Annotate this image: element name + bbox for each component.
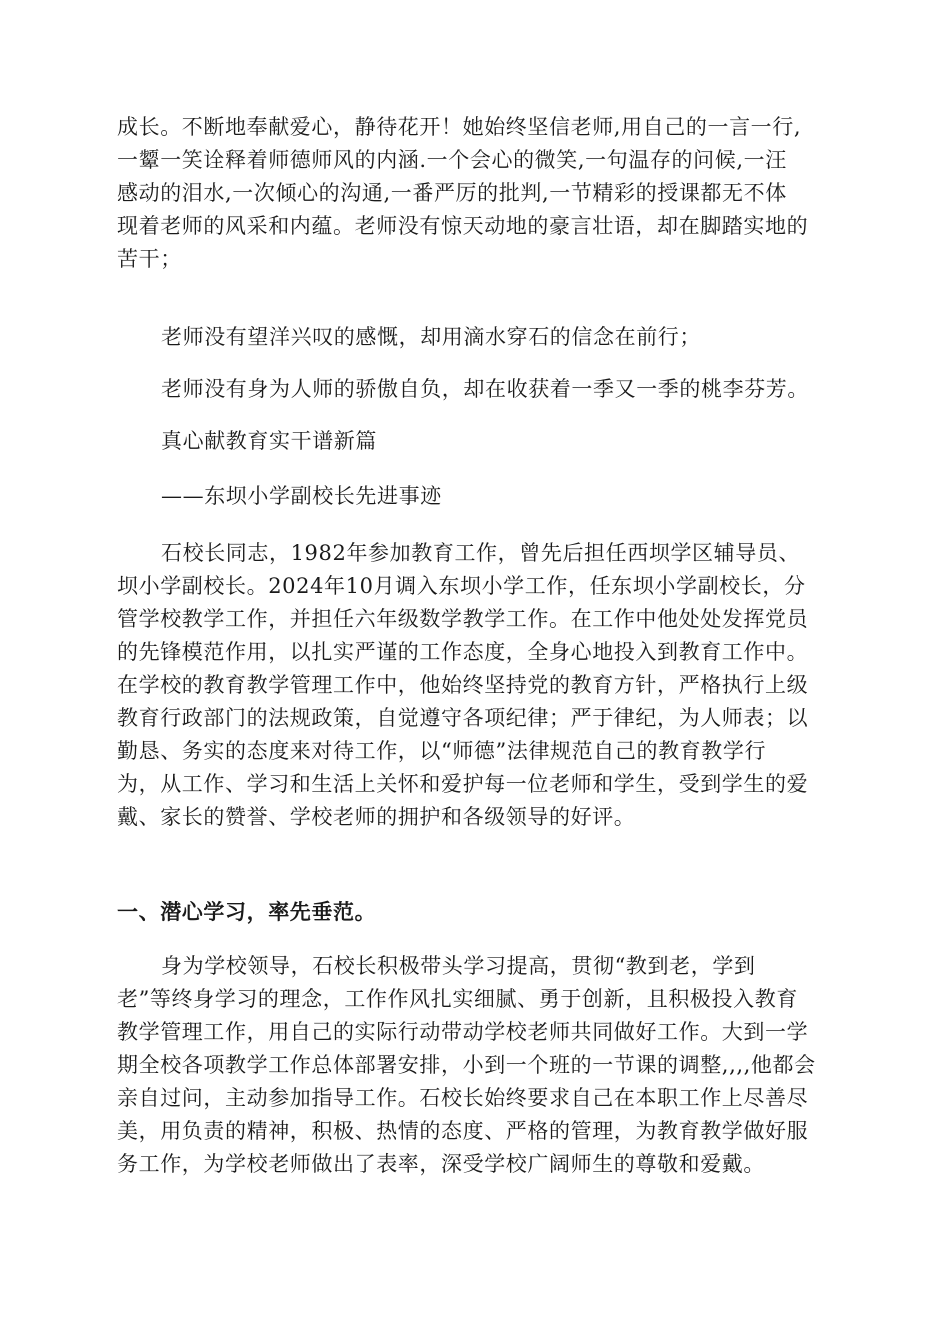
text-line: 管学校教学工作，并担任六年级数学教学工作。在工作中他处处发挥党员 — [117, 607, 809, 631]
paragraph-harvest — [117, 373, 833, 406]
paragraph-perseverance — [117, 321, 833, 354]
article-subtitle — [117, 480, 833, 513]
text-line: 勤恳、务实的态度来对待工作，以“师德”法律规范自己的教育教学行 — [117, 739, 767, 763]
text-line: 成长。不断地奉献爱心，静待花开！她始终坚信老师,用自己的一言一行, — [117, 115, 802, 139]
text-line: 戴、家长的赞誉、学校老师的拥护和各级领导的好评。 — [117, 805, 636, 829]
text-line: 亲自过问，主动参加指导工作。石校长始终要求自己在本职工作上尽善尽 — [117, 1086, 809, 1110]
text-line: 美，用负责的精神，积极、热情的态度、严格的管理，为教育教学做好服 — [117, 1119, 809, 1143]
text-line: 身为学校领导，石校长积极带头学习提高，贯彻“教到老，学到 — [161, 954, 756, 978]
paragraph-teacher-virtue — [117, 111, 833, 276]
subtitle-line: ——东坝小学副校长先进事迹 — [161, 484, 442, 508]
text-line: 教育行政部门的法规政策，自觉遵守各项纪律；严于律纪，为人师表；以 — [117, 706, 809, 730]
title-line: 真心献教育实干谱新篇 — [161, 429, 377, 453]
article-title — [117, 425, 833, 458]
heading-line: 一、潜心学习，率先垂范。 — [117, 899, 377, 924]
text-line: 感动的泪水,一次倾心的沟通,一番严厉的批判,一节精彩的授课都无不体 — [117, 181, 787, 205]
text-line: 在学校的教育教学管理工作中，他始终坚持党的教育方针，严格执行上级 — [117, 673, 809, 697]
text-line: 教学管理工作，用自己的实际行动带动学校老师共同做好工作。大到一学 — [117, 1020, 809, 1044]
text-line: 一颦一笑诠释着师德师风的内涵.一个会心的微笑,一句温存的问候,一汪 — [117, 148, 787, 172]
text-line: 老”等终身学习的理念，工作作风扎实细腻、勇于创新，且积极投入教育 — [117, 987, 798, 1011]
text-line: 期全校各项教学工作总体部署安排，小到一个班的一节课的调整,,,,他都会 — [117, 1053, 816, 1077]
text-line: 石校长同志，1982年参加教育工作，曾先后担任西坝学区辅导员、 — [161, 541, 801, 565]
text-line: 苦干； — [117, 247, 182, 271]
text-line: 老师没有望洋兴叹的感慨，却用滴水穿石的信念在前行； — [161, 325, 701, 349]
text-line: 坝小学副校长。2024年10月调入东坝小学工作，任东坝小学副校长，分 — [117, 574, 806, 598]
text-line: 现着老师的风采和内蕴。老师没有惊天动地的豪言壮语，却在脚踏实地的 — [117, 214, 809, 238]
text-line: 老师没有身为人师的骄傲自负，却在收获着一季又一季的桃李芬芳。 — [161, 377, 809, 401]
text-line: 为，从工作、学习和生活上关怀和爱护每一位老师和学生，受到学生的爱 — [117, 772, 809, 796]
section-heading — [117, 895, 833, 928]
text-line: 的先锋模范作用，以扎实严谨的工作态度，全身心地投入到教育工作中。 — [117, 640, 809, 664]
text-line: 务工作，为学校老师做出了表率，深受学校广阔师生的尊敬和爱戴。 — [117, 1152, 765, 1176]
paragraph-learning — [117, 950, 833, 1181]
paragraph-profile — [117, 537, 833, 834]
